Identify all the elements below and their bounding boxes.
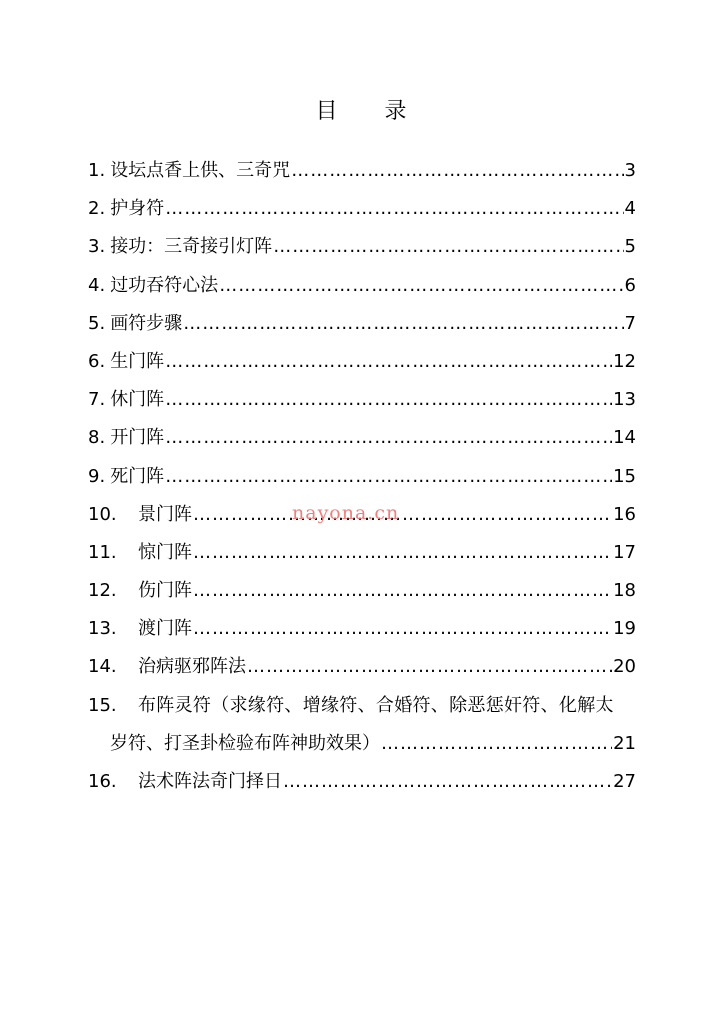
toc-entry[interactable] [88,381,636,419]
toc-entry[interactable] [88,648,636,686]
toc-entry-title-continued: 岁符、打圣卦检验布阵神助效果） [110,732,380,754]
toc-entry-page: 19 [613,618,636,640]
toc-entry-number: 16. [88,771,117,792]
toc-entry-page: 16 [613,503,636,525]
toc-entry-number: 15. [88,694,117,716]
toc-entry-number: 2. [88,198,106,220]
dot-leader [193,496,612,534]
dot-leader [193,572,612,610]
dot-leader [165,381,612,419]
toc-entry-number: 3. [88,236,106,258]
dot-leader [247,648,612,686]
dot-leader [381,725,612,763]
toc-entry-number: 6. [88,350,106,372]
dot-leader [165,190,623,228]
toc-entry-number: 8. [88,427,106,449]
toc-entry[interactable] [88,419,636,457]
toc-entry-title: 开门阵 [110,427,165,449]
toc-entry[interactable] [88,267,636,305]
toc-entry-page: 27 [613,771,636,792]
toc-entry-page: 7 [624,312,636,334]
toc-entry-title: 接功：三奇接引灯阵 [110,236,273,258]
toc-entry-page: 20 [613,656,636,678]
toc-entry-title: 景门阵 [138,503,192,525]
toc-entry-page: 5 [624,236,636,258]
toc-entry-title: 惊门阵 [138,541,192,563]
dot-leader [219,267,623,305]
toc-entry-title: 渡门阵 [138,618,192,640]
toc-entry[interactable] [88,534,636,572]
toc-entry-title: 过功吞符心法 [110,274,219,296]
toc-entry-title: 画符步骤 [110,312,183,334]
toc-entry[interactable] [88,572,636,610]
toc-entry-title: 法术阵法奇门择日 [138,771,282,792]
toc-entry-title: 休门阵 [110,389,165,411]
toc-entry-number: 13. [88,618,117,640]
toc-entry-page: 14 [613,427,636,449]
toc-entry[interactable] [88,152,636,190]
dot-leader [165,419,612,457]
toc-entry[interactable] [88,687,636,725]
dot-leader [291,152,623,190]
dot-leader [193,610,612,648]
toc-entry-page: 12 [613,350,636,372]
toc-entry-number: 12. [88,580,117,602]
toc-entry-number: 5. [88,312,106,334]
dot-leader [165,343,612,381]
dot-leader [283,763,612,801]
toc-entry[interactable] [88,305,636,343]
toc-entry-page: 15 [613,465,636,487]
toc-entry-number: 14. [88,656,117,678]
toc-entry-page: 13 [613,389,636,411]
toc-entry-page: 18 [613,580,636,602]
toc-entry-page: 3 [624,160,636,181]
toc-entry-number: 9. [88,465,106,487]
dot-leader [193,534,612,572]
toc-entry-title: 伤门阵 [138,580,192,602]
toc-entry-title: 布阵灵符（求缘符、增缘符、合婚符、除恶惩奸符、化解太 [138,694,614,716]
toc-entry-page: 21 [613,732,636,754]
page-title: 目 录 [315,99,427,124]
dot-leader [273,228,623,266]
toc-entry-page: 17 [613,541,636,563]
dot-leader [183,305,623,343]
toc-entry[interactable] [88,228,636,266]
toc-entry-continuation[interactable] [88,725,636,763]
toc-entry-title: 生门阵 [110,350,165,372]
toc-entry-number: 4. [88,274,106,296]
toc-entry-number: 10. [88,503,117,525]
watermark: nayona.cn [292,502,400,524]
toc-entry-page: 4 [624,198,636,220]
toc-entry-title: 治病驱邪阵法 [138,656,246,678]
toc-entry-number: 7. [88,389,106,411]
toc-entry[interactable] [88,763,636,801]
toc-entry-title: 设坛点香上供、三奇咒 [110,160,291,181]
toc-entry[interactable] [88,190,636,228]
toc-entry-title: 护身符 [110,198,165,220]
toc-entry-number: 1. [88,160,106,181]
dot-leader [165,458,612,496]
toc-entry-page: 6 [624,274,636,296]
toc-entry-number: 11. [88,541,117,563]
toc-entry[interactable] [88,610,636,648]
table-of-contents [88,152,636,801]
toc-entry[interactable] [88,458,636,496]
toc-entry-title: 死门阵 [110,465,165,487]
toc-entry[interactable] [88,343,636,381]
